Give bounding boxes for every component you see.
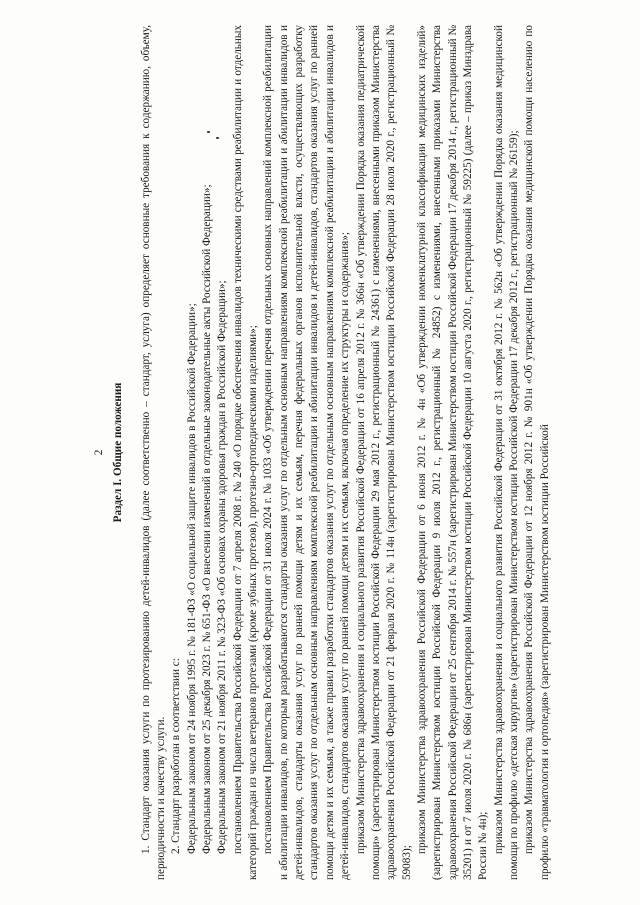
scan-speck [216,137,219,139]
paragraph-basis-intro: 2. Стандарт разработан в соответствии с: [170,658,183,854]
paragraph-order-901n: приказом Министерства здравоохранения Российской Федерации от 12 ноября 2012 г. № 901н «Об утверждении Порядка оказания медицинской помощи населению по профилю «травматология и ортопедия» (зарегистрирован Министерством юстиции Российской [523,25,551,880]
section-title: Раздел I. Общие положения [112,382,125,523]
paragraph-order-4n: приказом Министерства здравоохранения Российской Федерации от 6 июня 2012 г. № 4н «Об утверждении номенклатурной классификации медицинских изделий» (зарегистрирован Министерством юстиции Российской Федерации 9 июля 2012 г., регистрационный № 24852) с изменениями, внесенными приказами Министерства здравоохранения Российской Федерации от 25 сентября 2014 г. № 557н (зарегистрирован Министерством юстиции Российской Федерации 17 декабря 2014 г., регистрационный № 35201) и от 7 июля 2020 г. № 686н (зарегистрирован Министерством юстиции Российской Федерации 10 августа 2020 г., регистрационный № 59225) (далее – приказ Минздрава России № 4н); [415,25,490,880]
rotated-text-block [92,25,592,880]
paragraph-decree-240: постановлением Правительства Российской Федерации от 7 апреля 2008 г. № 240 «О порядке обеспечения инвалидов техническими средствами реабилитации и отдельных категорий граждан из числа ветеранов протезами (кроме зубных протезов), протезно-ортопедическими изделиями»; [231,25,260,880]
paragraph-law-323fz: Федеральным законом от 21 ноября 2011 г. № 323-ФЗ «Об основах охраны здоровья граждан в Российской Федерации»; [216,280,229,854]
paragraph-decree-1033: постановлением Правительства Российской Федерации от 31 июля 2024 г. № 1033 «Об утверждении перечня отдельных основных направлений комплексной реабилитации и абилитации инвалидов, по которым разрабатываются стандарты оказания услуг по отдельным основным направлениям комплексной реабилитации и абилитации инвалидов и детей-инвалидов, стандарты оказания услуг по ранней помощи детям и их семьям, перечня федеральных органов исполнительной власти, осуществляющих разработку стандартов оказания услуг по отдельным основным направлениям комплексной реабилитации и абилитации инвалидов и детей-инвалидов, стандартов оказания услуг по ранней помощи детям и их семьям, а также правил разработки стандартов оказания услуг по отдельным основным направлениям комплексной реабилитации и абилитации инвалидов и детей-инвалидов, стандартов оказания услуг по ранней помощи детям и их семьям, включая определение их структуры и содержания»; [262,25,352,880]
paragraph-order-562n: приказом Министерства здравоохранения и социального развития Российской Федерации от 31 октября 2012 г. № 562н «Об утверждении Порядка оказания медицинской помощи по профилю «детская хирургия» (зарегистрирован Министерством юстиции Российской Федерации 17 декабря 2012 г., регистрационный № 26159); [492,25,520,880]
paragraph-scope: 1. Стандарт оказания услуги по протезированию детей-инвалидов (далее соответственно – стандарт, услуга) определяет основные требования к содержанию, объему, периодичности и качеству услуги. [139,25,168,880]
paragraph-law-181fz: Федеральным законом от 24 ноября 1995 г. № 181-ФЗ «О социальной защите инвалидов в Российской Федерации»; [185,303,198,854]
page-number: 2 [93,449,105,456]
paragraph-order-366n: приказом Министерства здравоохранения и социального развития Российской Федерации от 16 апреля 2012 г. № 366н «Об утверждении Порядка оказания педиатрической помощи» (зарегистрирован Министерством юстиции Российской Федерации 29 мая 2012 г., регистрационный № 24361) с изменениями, внесенными приказом Министерства здравоохранения Российской Федерации от 21 февраля 2020 г. № 114н (зарегистрирован Министерством юстиции Российской Федерации 28 июля 2020 г., регистрационный № 59083); [354,25,413,880]
scan-speck [207,131,210,133]
paragraph-law-651fz: Федеральным законом от 25 декабря 2023 г. № 651-ФЗ «О внесении изменений в отдельные законодательные акты Российской Федерации»; [201,184,214,854]
